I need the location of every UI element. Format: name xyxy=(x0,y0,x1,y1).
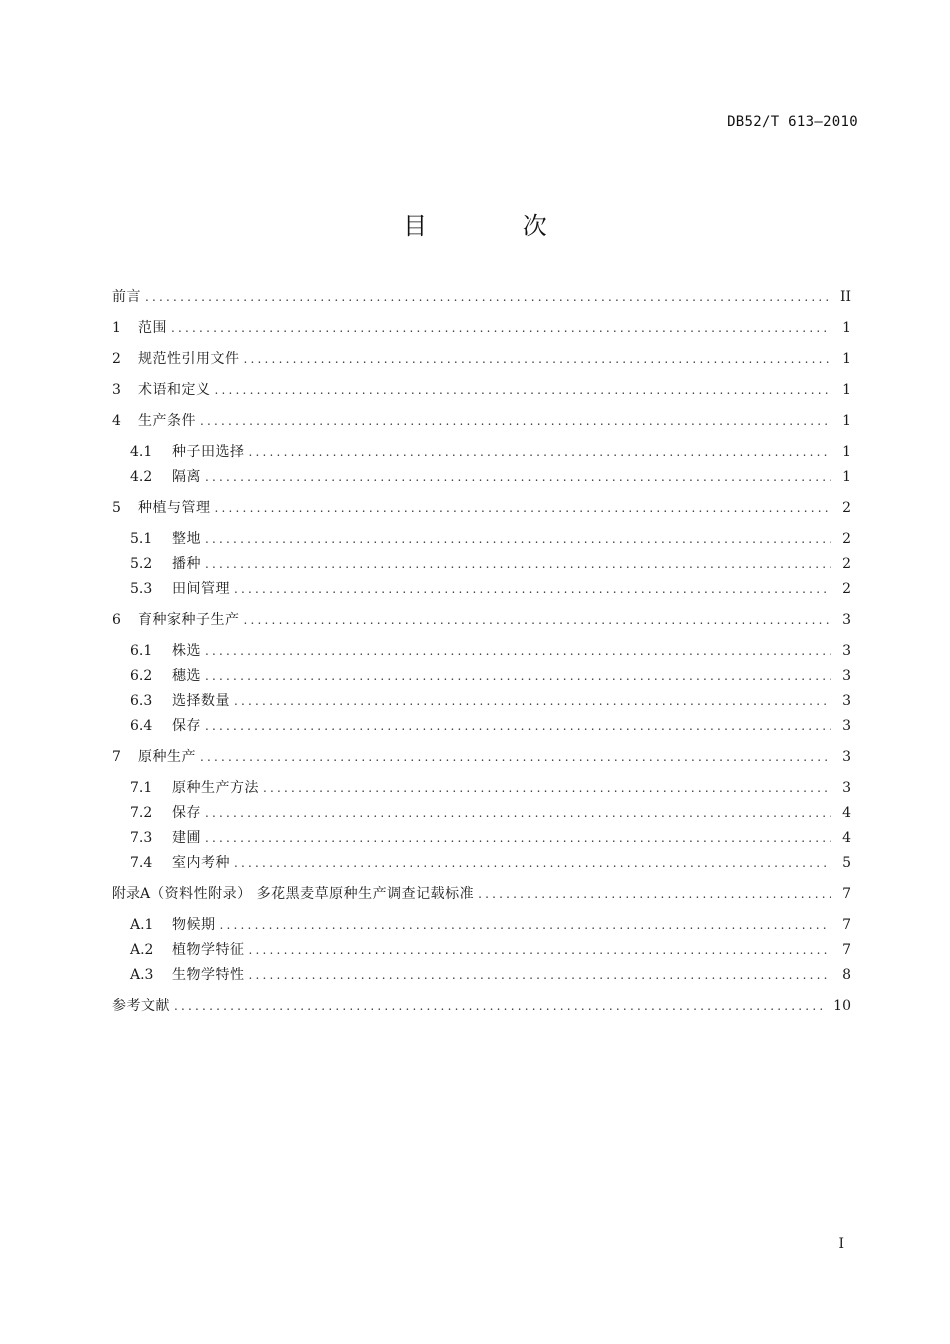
toc-entry-label: 种植与管理 xyxy=(138,500,211,516)
toc-entry-page: 5 xyxy=(842,855,851,871)
toc-entry-number: 4.1 xyxy=(130,444,153,460)
toc-entry-4[interactable] xyxy=(112,411,851,431)
toc-entry-page: 3 xyxy=(842,612,851,628)
toc-entry-number: 6.3 xyxy=(130,693,153,709)
toc-entry-page: 3 xyxy=(842,718,851,734)
toc-entry-label: 建圃 xyxy=(172,830,201,846)
toc-entry-number: A.2 xyxy=(130,942,154,958)
toc-leader-dots xyxy=(205,828,831,848)
toc-entry-label: 整地 xyxy=(172,531,201,547)
toc-entry-page: 1 xyxy=(842,444,851,460)
toc-entry-number: 7.1 xyxy=(130,780,153,796)
toc-leader-dots xyxy=(249,965,832,985)
toc-leader-dots xyxy=(205,529,831,549)
toc-entry-a-3[interactable] xyxy=(130,965,851,985)
toc-entry-2[interactable] xyxy=(112,349,851,369)
toc-entry-label: 生物学特性 xyxy=(172,967,245,983)
toc-entry-1[interactable] xyxy=(112,318,851,338)
toc-leader-dots xyxy=(205,641,831,661)
toc-entry-page: 1 xyxy=(842,469,851,485)
page-title: 目 次 xyxy=(403,212,591,240)
toc-leader-dots xyxy=(205,803,831,823)
toc-entry-number: 5.2 xyxy=(130,556,153,572)
toc-entry-number: 7.4 xyxy=(130,855,153,871)
toc-entry-number: 6.2 xyxy=(130,668,153,684)
toc-leader-dots xyxy=(174,996,827,1016)
toc-entry-page: 3 xyxy=(842,780,851,796)
toc-entry-page: 1 xyxy=(842,413,851,429)
toc-leader-dots xyxy=(234,853,831,873)
toc-leader-dots xyxy=(249,940,832,960)
toc-leader-dots xyxy=(215,380,832,400)
toc-entry-page: 2 xyxy=(842,581,851,597)
toc-entry-page: 4 xyxy=(842,830,851,846)
toc-entry-a-2[interactable] xyxy=(130,940,851,960)
toc-leader-dots xyxy=(215,498,832,518)
toc-entry-page: 1 xyxy=(842,382,851,398)
toc-entry-page: 8 xyxy=(842,967,851,983)
toc-leader-dots xyxy=(205,716,831,736)
toc-entry-references[interactable] xyxy=(112,996,851,1016)
toc-entry-number: 1 xyxy=(112,320,121,336)
toc-entry-label: 播种 xyxy=(172,556,201,572)
toc-entry-number: 4 xyxy=(112,413,121,429)
toc-entry-page: 7 xyxy=(842,917,851,933)
toc-entry-6-2[interactable] xyxy=(130,666,851,686)
document-code: DB52/T 613—2010 xyxy=(727,114,858,130)
toc-entry-number: A.1 xyxy=(130,917,154,933)
toc-leader-dots xyxy=(171,318,831,338)
toc-entry-page: 4 xyxy=(842,805,851,821)
toc-entry-7-1[interactable] xyxy=(130,778,851,798)
toc-entry-6-1[interactable] xyxy=(130,641,851,661)
toc-entry-page: 3 xyxy=(842,668,851,684)
toc-entry-page: II xyxy=(839,289,851,305)
toc-entry-page: 3 xyxy=(842,749,851,765)
toc-entry-6-4[interactable] xyxy=(130,716,851,736)
toc-entry-page: 2 xyxy=(842,531,851,547)
toc-entry-foreword[interactable] xyxy=(112,287,851,307)
toc-entry-page: 3 xyxy=(842,693,851,709)
toc-leader-dots xyxy=(249,442,832,462)
toc-entry-page: 3 xyxy=(842,643,851,659)
toc-entry-page: 7 xyxy=(842,886,851,902)
toc-entry-page: 2 xyxy=(842,500,851,516)
toc-entry-label: 种子田选择 xyxy=(172,444,245,460)
toc-leader-dots xyxy=(234,691,831,711)
toc-entry-number: 7.2 xyxy=(130,805,153,821)
toc-entry-label: 参考文献 xyxy=(112,998,170,1014)
toc-leader-dots xyxy=(244,349,832,369)
toc-entry-7-4[interactable] xyxy=(130,853,851,873)
toc-entry-number: 5.1 xyxy=(130,531,153,547)
toc-leader-dots xyxy=(263,778,831,798)
toc-leader-dots xyxy=(205,467,831,487)
page-number: I xyxy=(838,1236,844,1252)
toc-entry-page: 7 xyxy=(842,942,851,958)
toc-entry-label: 室内考种 xyxy=(172,855,230,871)
toc-entry-7[interactable] xyxy=(112,747,851,767)
toc-entry-label: 原种生产方法 xyxy=(172,780,259,796)
toc-entry-number: 4.2 xyxy=(130,469,153,485)
toc-leader-dots xyxy=(205,666,831,686)
toc-entry-label: 前言 xyxy=(112,289,141,305)
toc-leader-dots xyxy=(145,287,831,307)
toc-entry-page: 1 xyxy=(842,320,851,336)
toc-leader-dots xyxy=(220,915,832,935)
toc-entry-7-2[interactable] xyxy=(130,803,851,823)
toc-entry-3[interactable] xyxy=(112,380,851,400)
toc-entry-number: 6.4 xyxy=(130,718,153,734)
toc-entry-number: 5 xyxy=(112,500,121,516)
toc-entry-4-1[interactable] xyxy=(130,442,851,462)
toc-entry-number: 6 xyxy=(112,612,121,628)
toc-entry-number: A.3 xyxy=(130,967,154,983)
toc-entry-7-3[interactable] xyxy=(130,828,851,848)
toc-entry-page: 2 xyxy=(842,556,851,572)
toc-entry-label: 原种生产 xyxy=(138,749,196,765)
toc-entry-number: 3 xyxy=(112,382,121,398)
toc-entry-label: 田间管理 xyxy=(172,581,230,597)
toc-leader-dots xyxy=(244,610,832,630)
toc-entry-a-1[interactable] xyxy=(130,915,851,935)
toc-entry-label: 生产条件 xyxy=(138,413,196,429)
toc-leader-dots xyxy=(234,579,831,599)
toc-entry-5-1[interactable] xyxy=(130,529,851,549)
toc-leader-dots xyxy=(200,747,831,767)
toc-leader-dots xyxy=(478,884,831,904)
toc-entry-label: 范围 xyxy=(138,320,167,336)
toc-entry-number: 2 xyxy=(112,351,121,367)
toc-entry-number: 附录A xyxy=(112,886,151,902)
toc-entry-label: 植物学特征 xyxy=(172,942,245,958)
toc-entry-label: 育种家种子生产 xyxy=(138,612,240,628)
toc-entry-label: 选择数量 xyxy=(172,693,230,709)
toc-entry-page: 10 xyxy=(833,998,851,1014)
toc-entry-5-3[interactable] xyxy=(130,579,851,599)
toc-entry-6[interactable] xyxy=(112,610,851,630)
toc-entry-6-3[interactable] xyxy=(130,691,851,711)
toc-entry-label: 物候期 xyxy=(172,917,216,933)
toc-entry-label: 穗选 xyxy=(172,668,201,684)
toc-entry-number: 7 xyxy=(112,749,121,765)
toc-entry-label: 保存 xyxy=(172,718,201,734)
toc-entry-5-2[interactable] xyxy=(130,554,851,574)
toc-leader-dots xyxy=(200,411,831,431)
toc-entry-label: 规范性引用文件 xyxy=(138,351,240,367)
toc-entry-number: 6.1 xyxy=(130,643,153,659)
toc-entry-number: 7.3 xyxy=(130,830,153,846)
toc-entry-appendix-a[interactable] xyxy=(112,884,851,904)
toc-entry-page: 1 xyxy=(842,351,851,367)
toc-entry-label: 保存 xyxy=(172,805,201,821)
toc-entry-5[interactable] xyxy=(112,498,851,518)
toc-entry-4-2[interactable] xyxy=(130,467,851,487)
toc-entry-label: 株选 xyxy=(172,643,201,659)
toc-entry-label: （资料性附录） 多花黑麦草原种生产调查记载标准 xyxy=(150,886,475,902)
toc-entry-label: 术语和定义 xyxy=(138,382,211,398)
toc-entry-number: 5.3 xyxy=(130,581,153,597)
toc-entry-label: 隔离 xyxy=(172,469,201,485)
toc-leader-dots xyxy=(205,554,831,574)
